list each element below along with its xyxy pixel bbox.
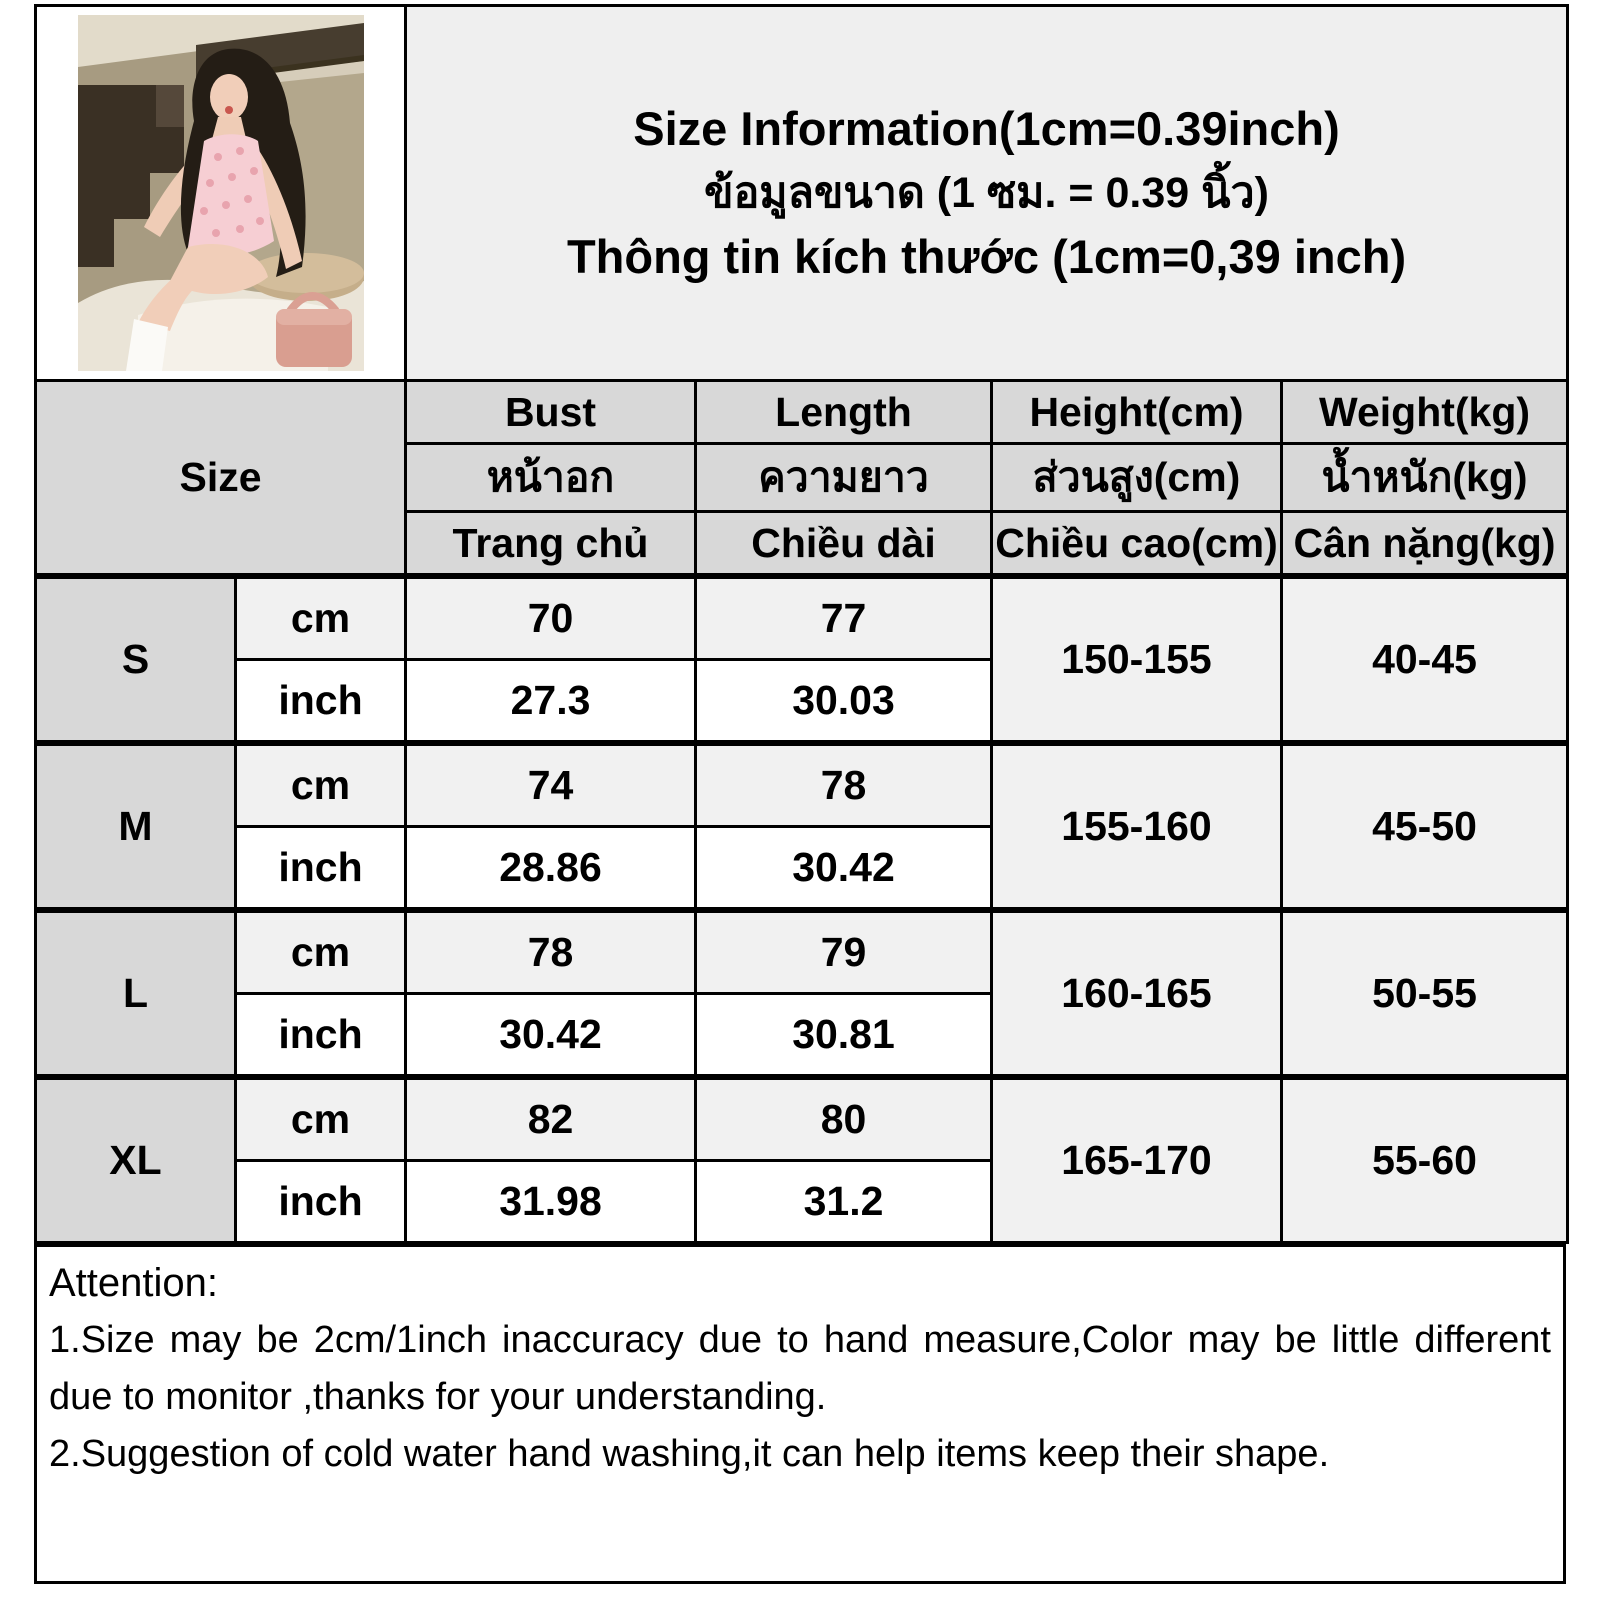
product-photo <box>78 15 364 371</box>
s-length-cm: 77 <box>696 576 992 660</box>
row-s-cm <box>36 576 1568 660</box>
m-height: 155-160 <box>992 743 1282 910</box>
col-header-weight-th: น้ำหนัก(kg) <box>1282 444 1568 512</box>
size-label-xl: XL <box>36 1077 236 1243</box>
col-header-height-th: ส่วนสูง(cm) <box>992 444 1282 512</box>
col-header-height-vi: Chiều cao(cm) <box>992 512 1282 577</box>
s-length-inch: 30.03 <box>696 660 992 744</box>
col-header-weight-vi: Cân nặng(kg) <box>1282 512 1568 577</box>
title-english: Size Information(1cm=0.39inch) <box>633 102 1340 155</box>
top-section <box>36 6 1568 381</box>
size-label-m: M <box>36 743 236 910</box>
xl-bust-inch: 31.98 <box>406 1161 696 1243</box>
l-length-cm: 79 <box>696 910 992 994</box>
row-xl-cm <box>36 1077 1568 1161</box>
l-bust-cm: 78 <box>406 910 696 994</box>
attention-heading: Attention: <box>49 1261 219 1305</box>
m-length-cm: 78 <box>696 743 992 827</box>
title-cell <box>406 6 1568 381</box>
xl-height: 165-170 <box>992 1077 1282 1243</box>
unit-cm: cm <box>236 743 406 827</box>
unit-cm: cm <box>236 576 406 660</box>
col-header-length-vi: Chiều dài <box>696 512 992 577</box>
s-weight: 40-45 <box>1282 576 1568 743</box>
corner-size-label: Size <box>36 381 406 577</box>
l-bust-inch: 30.42 <box>406 994 696 1078</box>
size-label-l: L <box>36 910 236 1077</box>
header-row-english <box>36 381 1568 444</box>
row-l-cm <box>36 910 1568 994</box>
s-height: 150-155 <box>992 576 1282 743</box>
unit-inch: inch <box>236 994 406 1078</box>
attention-item-1: 1.Size may be 2cm/1inch inaccuracy due to hand measure,Color may be little different due to monitor ,thanks for your understanding. <box>49 1319 1551 1418</box>
col-header-bust-vi: Trang chủ <box>406 512 696 577</box>
col-header-bust-en: Bust <box>406 381 696 444</box>
unit-cm: cm <box>236 1077 406 1161</box>
size-chart-sheet <box>34 4 1569 1584</box>
m-bust-cm: 74 <box>406 743 696 827</box>
xl-weight: 55-60 <box>1282 1077 1568 1243</box>
s-bust-inch: 27.3 <box>406 660 696 744</box>
l-height: 160-165 <box>992 910 1282 1077</box>
col-header-length-en: Length <box>696 381 992 444</box>
xl-length-cm: 80 <box>696 1077 992 1161</box>
col-header-weight-en: Weight(kg) <box>1282 381 1568 444</box>
title-vietnamese: Thông tin kích thước (1cm=0,39 inch) <box>566 230 1407 283</box>
size-label-s: S <box>36 576 236 743</box>
l-weight: 50-55 <box>1282 910 1568 1077</box>
attention-item-2: 2.Suggestion of cold water hand washing,it can help items keep their shape. <box>49 1433 1330 1475</box>
unit-inch: inch <box>236 1161 406 1243</box>
s-bust-cm: 70 <box>406 576 696 660</box>
size-table <box>34 4 1569 1244</box>
col-header-length-th: ความยาว <box>696 444 992 512</box>
m-weight: 45-50 <box>1282 743 1568 910</box>
row-m-cm <box>36 743 1568 827</box>
attention-box <box>34 1244 1566 1584</box>
xl-bust-cm: 82 <box>406 1077 696 1161</box>
unit-cm: cm <box>236 910 406 994</box>
m-length-inch: 30.42 <box>696 827 992 911</box>
xl-length-inch: 31.2 <box>696 1161 992 1243</box>
m-bust-inch: 28.86 <box>406 827 696 911</box>
title-thai: ข้อมูลขนาด (1 ซม. = 0.39 นิ้ว) <box>704 169 1269 217</box>
l-length-inch: 30.81 <box>696 994 992 1078</box>
col-header-height-en: Height(cm) <box>992 381 1282 444</box>
col-header-bust-th: หน้าอก <box>406 444 696 512</box>
unit-inch: inch <box>236 660 406 744</box>
product-photo-cell <box>36 6 406 381</box>
unit-inch: inch <box>236 827 406 911</box>
